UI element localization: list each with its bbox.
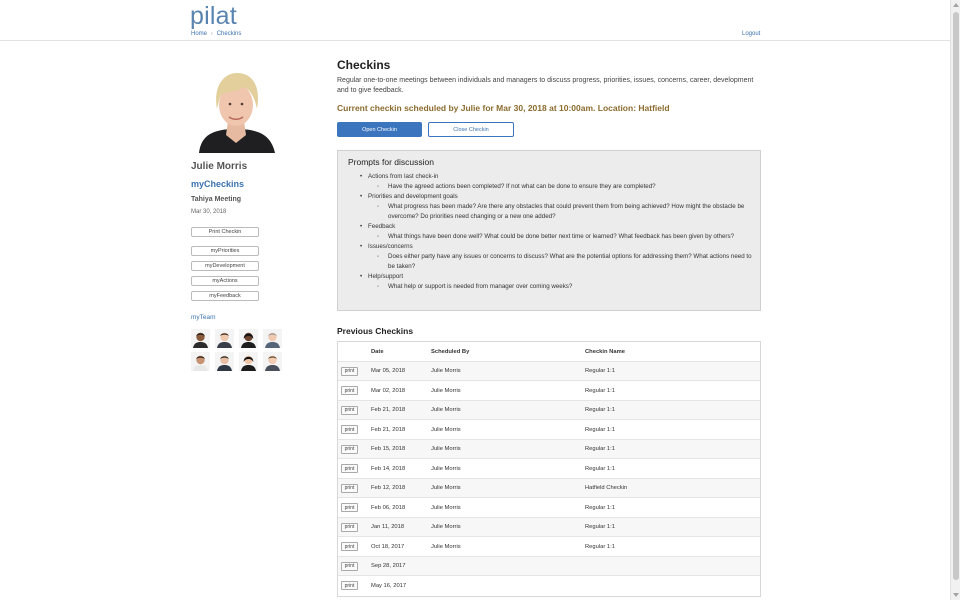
scroll-thumb[interactable] xyxy=(953,12,959,580)
team-member-avatar[interactable] xyxy=(263,352,282,371)
prompt-label: Actions from last check-in xyxy=(368,173,439,180)
cell-scheduled-by: Julie Morris xyxy=(431,524,461,530)
print-cell xyxy=(341,440,358,459)
cell-date: May 16, 2017 xyxy=(371,582,407,589)
table-row[interactable] xyxy=(338,440,760,460)
cell-scheduled-by: Julie Morris xyxy=(431,426,461,433)
prompt-label: Priorities and development goals xyxy=(368,193,458,200)
logout-link[interactable]: Logout xyxy=(742,31,761,37)
open-checkin-button[interactable]: Open Checkin xyxy=(337,122,422,137)
cell-date: Feb 21, 2018 xyxy=(371,426,406,433)
cell-checkin-name: Regular 1:1 xyxy=(585,387,615,394)
cell-date: Mar 05, 2018 xyxy=(371,368,406,374)
prompt-item xyxy=(348,272,753,292)
cell-date: Feb 21, 2018 xyxy=(371,407,406,413)
meeting-name: Tahiya Meeting xyxy=(191,196,242,203)
cell-date: Oct 18, 2017 xyxy=(371,543,405,550)
cell-date: Feb 15, 2018 xyxy=(371,446,406,452)
print-cell xyxy=(341,459,358,478)
print-cell xyxy=(341,498,358,517)
print-cell xyxy=(341,362,358,381)
cell-checkin-name: Regular 1:1 xyxy=(585,426,615,433)
print-cell xyxy=(341,576,358,595)
prompt-question: ◦ What progress has been made? Are there any obstacles that could prevent them from being achieved? How might the obstacle be overcome? Do priorities need changing or a new one added? xyxy=(368,202,753,222)
prompt-item xyxy=(348,192,753,222)
top-header xyxy=(0,0,950,41)
cell-checkin-name: Regular 1:1 xyxy=(585,407,615,413)
team-member-avatar[interactable] xyxy=(191,329,210,348)
print-row-button[interactable]: print xyxy=(341,542,358,551)
myactions-button[interactable]: myActions xyxy=(191,276,259,286)
print-row-button[interactable]: print xyxy=(341,503,358,512)
cell-checkin-name: Hatfield Checkin xyxy=(585,485,628,491)
meeting-date: Mar 30, 2018 xyxy=(191,209,227,215)
cell-date: Feb 06, 2018 xyxy=(371,504,406,511)
cell-date: Jan 11, 2018 xyxy=(371,524,405,530)
table-row[interactable] xyxy=(338,420,760,440)
print-row-button[interactable]: print xyxy=(341,562,358,571)
print-checkin-button[interactable]: Print Checkin xyxy=(191,227,259,237)
page-description: Regular one-to-one meetings between individuals and managers to discuss progress, priorities, issues, concerns, career, development and to give feedback. xyxy=(337,77,754,94)
myfeedback-button[interactable]: myFeedback xyxy=(191,291,259,301)
previous-checkins-table xyxy=(337,341,761,597)
prompt-question: ◦ What things have been done well? What could be done better next time or learned? What feedback has been given by others? xyxy=(368,232,753,242)
print-cell xyxy=(341,537,358,556)
table-row[interactable] xyxy=(338,459,760,479)
close-checkin-button[interactable]: Close Checkin xyxy=(428,122,514,137)
cell-scheduled-by: Julie Morris xyxy=(431,465,461,472)
column-header-checkin-name[interactable]: Checkin Name xyxy=(585,348,625,355)
profile-photo xyxy=(191,63,281,153)
mycheckins-title[interactable]: myCheckins xyxy=(191,179,245,189)
page-title: Checkins xyxy=(337,58,391,72)
prompt-question: ◦ Does either party have any issues or concerns to discuss? What are the potential options for addressing them? What actions need to be taken? xyxy=(368,252,753,272)
print-cell xyxy=(341,518,358,537)
team-avatar-grid xyxy=(191,329,282,371)
prompts-panel xyxy=(337,150,761,311)
cell-scheduled-by: Julie Morris xyxy=(431,543,461,550)
print-cell xyxy=(341,401,358,420)
prompt-label: Help/support xyxy=(368,273,404,280)
table-row[interactable] xyxy=(338,401,760,421)
user-name: Julie Morris xyxy=(191,161,248,172)
print-row-button[interactable]: print xyxy=(341,386,358,395)
cell-checkin-name: Regular 1:1 xyxy=(585,465,615,472)
cell-checkin-name: Regular 1:1 xyxy=(585,504,615,511)
cell-date: Sep 28, 2017 xyxy=(371,563,406,569)
prompt-question: ◦ Have the agreed actions been completed? If not what can be done to ensure they are completed? xyxy=(368,182,753,192)
prompt-item xyxy=(348,222,753,242)
current-checkin-status: Current checkin scheduled by Julie for Mar 30, 2018 at 10:00am. Location: Hatfield xyxy=(337,103,670,113)
chevron-right-icon: › xyxy=(211,31,213,37)
cell-checkin-name: Regular 1:1 xyxy=(585,446,615,452)
team-member-avatar[interactable] xyxy=(239,329,258,348)
pilat-logo[interactable]: pilat xyxy=(190,2,237,30)
prompt-label: Feedback xyxy=(368,223,396,230)
cell-scheduled-by: Julie Morris xyxy=(431,368,461,374)
prompt-question: ◦ What help or support is needed from manager over coming weeks? xyxy=(368,282,753,292)
print-row-button[interactable]: print xyxy=(341,445,358,454)
scroll-down-arrow-icon[interactable] xyxy=(953,593,959,597)
mydevelopment-button[interactable]: myDevelopment xyxy=(191,261,259,271)
cell-scheduled-by: Julie Morris xyxy=(431,387,461,394)
cell-scheduled-by: Julie Morris xyxy=(431,446,461,452)
prompt-item xyxy=(348,172,753,192)
team-member-avatar[interactable] xyxy=(263,329,282,348)
table-row[interactable] xyxy=(338,518,760,538)
table-row[interactable] xyxy=(338,557,760,577)
table-row[interactable] xyxy=(338,576,760,596)
cell-checkin-name: Regular 1:1 xyxy=(585,368,615,374)
cell-checkin-name: Regular 1:1 xyxy=(585,543,615,550)
print-row-button[interactable]: print xyxy=(341,425,358,434)
team-member-avatar[interactable] xyxy=(239,352,258,371)
table-row[interactable] xyxy=(338,381,760,401)
cell-date: Feb 14, 2018 xyxy=(371,465,406,472)
print-cell xyxy=(341,557,358,576)
mypriorities-button[interactable]: myPriorities xyxy=(191,246,259,256)
breadcrumb xyxy=(191,31,241,37)
print-row-button[interactable]: print xyxy=(341,406,358,415)
prompts-list xyxy=(348,172,753,292)
table-header-row xyxy=(338,342,760,362)
breadcrumb-checkins[interactable]: Checkins xyxy=(216,31,242,37)
prompt-item xyxy=(348,242,753,272)
print-row-button[interactable]: print xyxy=(341,484,358,493)
team-member-avatar[interactable] xyxy=(215,329,234,348)
print-row-button[interactable]: print xyxy=(341,523,358,532)
cell-scheduled-by: Julie Morris xyxy=(431,504,461,511)
column-header-scheduled-by[interactable]: Scheduled By xyxy=(431,348,470,355)
table-row[interactable] xyxy=(338,498,760,518)
print-cell xyxy=(341,479,358,498)
table-row[interactable] xyxy=(338,537,760,557)
print-row-button[interactable]: print xyxy=(341,367,358,376)
breadcrumb-home[interactable]: Home xyxy=(191,31,208,37)
print-row-button[interactable]: print xyxy=(341,581,358,590)
column-header-date[interactable]: Date xyxy=(371,348,384,355)
team-member-avatar[interactable] xyxy=(215,352,234,371)
print-cell xyxy=(341,381,358,400)
table-row[interactable] xyxy=(338,479,760,499)
scroll-up-arrow-icon[interactable] xyxy=(953,3,959,7)
myteam-link[interactable]: myTeam xyxy=(191,314,216,321)
prompts-title: Prompts for discussion xyxy=(348,157,434,167)
prompt-label: Issues/concerns xyxy=(368,243,413,250)
page-scrollbar[interactable] xyxy=(950,0,960,600)
table-row[interactable] xyxy=(338,362,760,382)
cell-scheduled-by: Julie Morris xyxy=(431,485,461,491)
print-row-button[interactable]: print xyxy=(341,464,358,473)
cell-date: Feb 12, 2018 xyxy=(371,485,406,491)
previous-checkins-title: Previous Checkins xyxy=(337,326,414,336)
cell-checkin-name: Regular 1:1 xyxy=(585,524,615,530)
print-cell xyxy=(341,420,358,439)
cell-date: Mar 02, 2018 xyxy=(371,387,406,394)
cell-scheduled-by: Julie Morris xyxy=(431,407,461,413)
team-member-avatar[interactable] xyxy=(191,352,210,371)
